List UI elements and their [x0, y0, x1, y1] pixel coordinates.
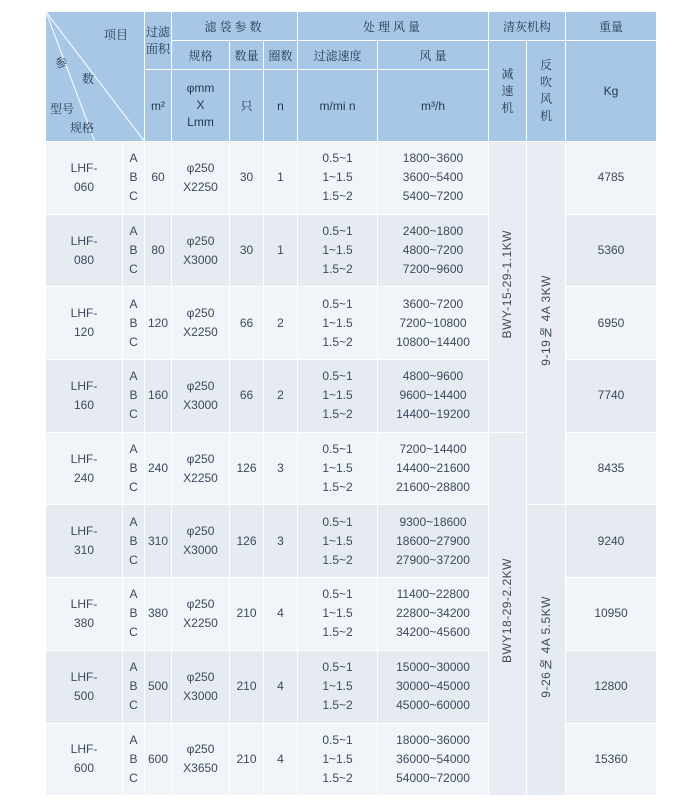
- bag-spec-cell: [172, 578, 230, 651]
- reducer-label: BWY-15-29-1.1KW: [500, 229, 514, 339]
- cleaning-header: 清灰机构: [489, 12, 566, 41]
- spec-table-wrapper: [45, 11, 657, 796]
- grade-text: B: [129, 751, 138, 766]
- volume-text: 4800~7200: [402, 243, 464, 258]
- rings-cell: 3: [264, 432, 298, 505]
- grade-cell: [123, 360, 145, 433]
- speed-header: 过滤速度: [298, 41, 378, 70]
- speed-text: 0.5~1: [322, 514, 353, 529]
- volume-text: 30000~45000: [396, 679, 470, 694]
- bag-spec-cell: [172, 650, 230, 723]
- volume-text: 3600~5400: [402, 170, 464, 185]
- reducer-cell: [489, 432, 527, 795]
- grade-text: B: [129, 606, 138, 621]
- bag-spec-text: X2250: [183, 470, 218, 485]
- speed-text: 1~1.5: [322, 679, 353, 694]
- grade-text: A: [129, 514, 138, 529]
- bag-spec-text: φ250: [186, 233, 215, 248]
- model-cell: [46, 432, 123, 505]
- speed-text: 1.5~2: [322, 480, 353, 495]
- grade-cell: [123, 578, 145, 651]
- volume-header: 风 量: [378, 41, 489, 70]
- model-text: LHF-: [70, 742, 98, 757]
- speed-text: 1~1.5: [322, 388, 353, 403]
- speed-text: 1~1.5: [322, 606, 353, 621]
- bag-spec-text: X3000: [183, 688, 218, 703]
- speed-text: 0.5~1: [322, 587, 353, 602]
- weight-cell: 8435: [566, 432, 657, 505]
- reducer-cell: [489, 142, 527, 433]
- speed-text: 1~1.5: [322, 533, 353, 548]
- air-group-header: 处理风量: [298, 12, 489, 41]
- reducer-header-char: 机: [501, 100, 514, 115]
- bag-count-cell: 210: [230, 650, 264, 723]
- rings-cell: 4: [264, 650, 298, 723]
- speed-text: 1~1.5: [322, 315, 353, 330]
- volume-text: 2400~1800: [402, 224, 464, 239]
- rings-cell: 4: [264, 578, 298, 651]
- table-row: [46, 287, 657, 360]
- bag-spec-text: X3000: [183, 252, 218, 267]
- speed-text: 0.5~1: [322, 369, 353, 384]
- diagonal-header-cell: [46, 12, 145, 142]
- model-text: 310: [73, 543, 95, 558]
- volume-text: 18000~36000: [396, 732, 470, 747]
- speed-text: 1.5~2: [322, 625, 353, 640]
- bag-spec-text: φ250: [186, 596, 215, 611]
- volume-text: 5400~7200: [402, 189, 464, 204]
- speed-unit: m/mi n: [298, 70, 378, 142]
- speed-text: 0.5~1: [322, 224, 353, 239]
- model-text: LHF-: [70, 669, 98, 684]
- area-cell: 240: [145, 432, 172, 505]
- grade-text: C: [129, 770, 138, 785]
- speed-text: 1.5~2: [322, 698, 353, 713]
- volume-text: 54000~72000: [396, 770, 470, 785]
- speed-text: 1~1.5: [322, 461, 353, 476]
- speed-text: 0.5~1: [322, 296, 353, 311]
- bag-spec-text: X2250: [183, 615, 218, 630]
- volume-text: 3600~7200: [402, 296, 464, 311]
- bag-spec-text: X3000: [183, 543, 218, 558]
- reducer-header: [489, 41, 527, 142]
- volume-text: 27900~37200: [396, 552, 470, 567]
- model-text: 120: [73, 325, 95, 340]
- reducer-label: BWY18-29-2.2KW: [500, 558, 514, 664]
- model-cell: [46, 142, 123, 215]
- area-header-line2: 面积: [145, 41, 170, 56]
- blower-label: 9-26№ 4A 5.5KW: [538, 596, 553, 699]
- area-header: [145, 12, 172, 70]
- volume-text: 45000~60000: [396, 698, 470, 713]
- grade-text: A: [129, 369, 138, 384]
- model-cell: [46, 650, 123, 723]
- volume-text: 15000~30000: [396, 660, 470, 675]
- bag-spec-text: φ250: [186, 451, 215, 466]
- volume-text: 4800~9600: [402, 369, 464, 384]
- speed-cell: [298, 505, 378, 578]
- blower-cell: [527, 142, 566, 505]
- grade-text: A: [129, 296, 138, 311]
- speed-text: 1~1.5: [322, 170, 353, 185]
- weight-cell: 6950: [566, 287, 657, 360]
- grade-text: C: [129, 480, 138, 495]
- volume-text: 21600~28800: [396, 480, 470, 495]
- bag-spec-text: φ250: [186, 160, 215, 175]
- weight-cell: 12800: [566, 650, 657, 723]
- speed-text: 1~1.5: [322, 243, 353, 258]
- grade-text: B: [129, 388, 138, 403]
- bag-spec-text: φ250: [186, 742, 215, 757]
- volume-text: 1800~3600: [402, 151, 464, 166]
- volume-text: 34200~45600: [396, 625, 470, 640]
- bag-spec-text: X3000: [183, 397, 218, 412]
- model-cell: [46, 578, 123, 651]
- table-row: [46, 578, 657, 651]
- bag-count-header: 数量: [230, 41, 264, 70]
- model-text: 500: [73, 688, 95, 703]
- grade-cell: [123, 214, 145, 287]
- grade-text: A: [129, 587, 138, 602]
- grade-cell: [123, 432, 145, 505]
- speed-text: 0.5~1: [322, 442, 353, 457]
- bag-count-cell: 30: [230, 214, 264, 287]
- area-header-line1: 过滤: [145, 24, 170, 39]
- speed-text: 0.5~1: [322, 660, 353, 675]
- bag-spec-cell: [172, 432, 230, 505]
- grade-text: B: [129, 243, 138, 258]
- grade-text: B: [129, 533, 138, 548]
- area-cell: 120: [145, 287, 172, 360]
- weight-cell: 9240: [566, 505, 657, 578]
- bag-group-header: 滤袋参数: [172, 12, 298, 41]
- bag-spec-cell: [172, 287, 230, 360]
- volume-cell: [378, 214, 489, 287]
- table-row: [46, 505, 657, 578]
- bag-spec-cell: [172, 360, 230, 433]
- grade-text: C: [129, 552, 138, 567]
- model-text: LHF-: [70, 596, 98, 611]
- model-text: LHF-: [70, 306, 98, 321]
- volume-text: 10800~14400: [396, 334, 470, 349]
- area-cell: 80: [145, 214, 172, 287]
- diag-label-model: 型号: [50, 102, 75, 116]
- volume-cell: [378, 650, 489, 723]
- grade-text: A: [129, 224, 138, 239]
- weight-cell: 15360: [566, 723, 657, 796]
- model-text: 380: [73, 615, 95, 630]
- bag-count-cell: 126: [230, 505, 264, 578]
- reducer-header-char: 减: [501, 66, 514, 81]
- bag-count-cell: 126: [230, 432, 264, 505]
- speed-text: 1.5~2: [322, 407, 353, 422]
- bag-spec-text: X3650: [183, 761, 218, 776]
- weight-unit: Kg: [566, 41, 657, 142]
- volume-text: 7200~14400: [399, 442, 467, 457]
- area-cell: 310: [145, 505, 172, 578]
- grade-cell: [123, 287, 145, 360]
- table-row: [46, 142, 657, 215]
- area-cell: 600: [145, 723, 172, 796]
- speed-text: 1.5~2: [322, 262, 353, 277]
- table-row: [46, 723, 657, 796]
- diag-label-item: 项目: [104, 28, 129, 42]
- weight-cell: 10950: [566, 578, 657, 651]
- volume-cell: [378, 360, 489, 433]
- bag-spec-unit-line: X: [196, 98, 205, 112]
- volume-cell: [378, 432, 489, 505]
- volume-cell: [378, 505, 489, 578]
- model-cell: [46, 723, 123, 796]
- volume-text: 22800~34200: [396, 606, 470, 621]
- speed-text: 1~1.5: [322, 751, 353, 766]
- speed-cell: [298, 432, 378, 505]
- bag-spec-unit-line: Lmm: [187, 115, 214, 129]
- weight-cell: 7740: [566, 360, 657, 433]
- volume-text: 9600~14400: [399, 388, 467, 403]
- volume-text: 18600~27900: [396, 533, 470, 548]
- model-text: LHF-: [70, 451, 98, 466]
- speed-text: 0.5~1: [322, 732, 353, 747]
- bag-spec-unit-line: φmm: [186, 81, 215, 95]
- grade-text: B: [129, 315, 138, 330]
- model-cell: [46, 505, 123, 578]
- model-cell: [46, 214, 123, 287]
- volume-cell: [378, 578, 489, 651]
- diag-label-spec: 规格: [70, 121, 95, 135]
- blower-cell: [527, 505, 566, 796]
- grade-cell: [123, 650, 145, 723]
- rings-cell: 3: [264, 505, 298, 578]
- blower-header-char: 风: [539, 92, 552, 106]
- bag-spec-cell: [172, 214, 230, 287]
- grade-text: A: [129, 442, 138, 457]
- volume-unit: m³/h: [378, 70, 489, 142]
- bag-spec-text: φ250: [186, 378, 215, 393]
- speed-cell: [298, 142, 378, 215]
- grade-text: C: [129, 407, 138, 422]
- speed-cell: [298, 360, 378, 433]
- rings-cell: 1: [264, 214, 298, 287]
- model-text: LHF-: [70, 378, 98, 393]
- bag-spec-header: 规格: [172, 41, 230, 70]
- model-cell: [46, 287, 123, 360]
- grade-cell: [123, 505, 145, 578]
- grade-text: A: [129, 660, 138, 675]
- blower-label: 9-19№ 4A 3KW: [538, 274, 553, 366]
- bag-count-cell: 210: [230, 578, 264, 651]
- speed-cell: [298, 650, 378, 723]
- grade-text: C: [129, 625, 138, 640]
- speed-text: 1.5~2: [322, 770, 353, 785]
- diag-label-param: 参: [55, 56, 68, 70]
- bag-spec-text: φ250: [186, 524, 215, 539]
- weight-cell: 5360: [566, 214, 657, 287]
- volume-text: 7200~10800: [399, 315, 467, 330]
- grade-cell: [123, 723, 145, 796]
- volume-text: 14400~19200: [396, 407, 470, 422]
- blower-header-char: 反: [539, 58, 552, 72]
- grade-text: B: [129, 679, 138, 694]
- bag-spec-cell: [172, 505, 230, 578]
- model-text: 160: [73, 397, 95, 412]
- volume-cell: [378, 142, 489, 215]
- blower-header-char: 机: [539, 109, 552, 123]
- area-unit: m²: [145, 70, 172, 142]
- model-cell: [46, 360, 123, 433]
- volume-text: 11400~22800: [396, 587, 470, 602]
- diagonal-lines: [46, 12, 145, 142]
- rings-unit: n: [264, 70, 298, 142]
- reducer-header-char: 速: [501, 83, 514, 98]
- model-text: 240: [73, 470, 95, 485]
- diag-label-num: 数: [82, 72, 95, 86]
- volume-text: 9300~18600: [399, 514, 467, 529]
- bag-count-cell: 210: [230, 723, 264, 796]
- rings-cell: 2: [264, 360, 298, 433]
- weight-header: 重量: [566, 12, 657, 41]
- bag-spec-text: φ250: [186, 306, 215, 321]
- table-row: [46, 360, 657, 433]
- spec-table-body: [46, 142, 657, 796]
- weight-cell: 4785: [566, 142, 657, 215]
- speed-cell: [298, 214, 378, 287]
- volume-text: 14400~21600: [396, 461, 470, 476]
- model-text: LHF-: [70, 233, 98, 248]
- model-text: LHF-: [70, 524, 98, 539]
- grade-text: B: [129, 170, 138, 185]
- volume-text: 36000~54000: [396, 751, 470, 766]
- blower-header-char: 吹: [539, 75, 552, 89]
- bag-spec-cell: [172, 723, 230, 796]
- speed-text: 0.5~1: [322, 151, 353, 166]
- speed-text: 1.5~2: [322, 334, 353, 349]
- model-text: 080: [73, 252, 95, 267]
- bag-spec-cell: [172, 142, 230, 215]
- area-cell: 380: [145, 578, 172, 651]
- speed-text: 1.5~2: [322, 552, 353, 567]
- grade-text: A: [129, 151, 138, 166]
- bag-count-unit: 只: [230, 70, 264, 142]
- grade-text: A: [129, 732, 138, 747]
- grade-text: C: [129, 262, 138, 277]
- table-row: [46, 650, 657, 723]
- bag-count-cell: 66: [230, 360, 264, 433]
- table-row: [46, 432, 657, 505]
- model-text: LHF-: [70, 160, 98, 175]
- volume-cell: [378, 723, 489, 796]
- rings-cell: 2: [264, 287, 298, 360]
- grade-text: C: [129, 189, 138, 204]
- grade-cell: [123, 142, 145, 215]
- model-text: 060: [73, 179, 95, 194]
- grade-text: B: [129, 461, 138, 476]
- speed-cell: [298, 578, 378, 651]
- table-row: [46, 214, 657, 287]
- area-cell: 500: [145, 650, 172, 723]
- model-text: 600: [73, 761, 95, 776]
- area-cell: 160: [145, 360, 172, 433]
- rings-header: 圈数: [264, 41, 298, 70]
- bag-spec-text: X2250: [183, 179, 218, 194]
- grade-text: C: [129, 334, 138, 349]
- bag-count-cell: 66: [230, 287, 264, 360]
- spec-table: [45, 11, 657, 796]
- blower-header: [527, 41, 566, 142]
- bag-spec-text: φ250: [186, 669, 215, 684]
- speed-text: 1.5~2: [322, 189, 353, 204]
- rings-cell: 1: [264, 142, 298, 215]
- speed-cell: [298, 287, 378, 360]
- area-cell: 60: [145, 142, 172, 215]
- volume-text: 7200~9600: [402, 262, 464, 277]
- speed-cell: [298, 723, 378, 796]
- bag-spec-text: X2250: [183, 325, 218, 340]
- grade-text: C: [129, 698, 138, 713]
- bag-count-cell: 30: [230, 142, 264, 215]
- volume-cell: [378, 287, 489, 360]
- rings-cell: 4: [264, 723, 298, 796]
- bag-spec-unit: [172, 70, 230, 142]
